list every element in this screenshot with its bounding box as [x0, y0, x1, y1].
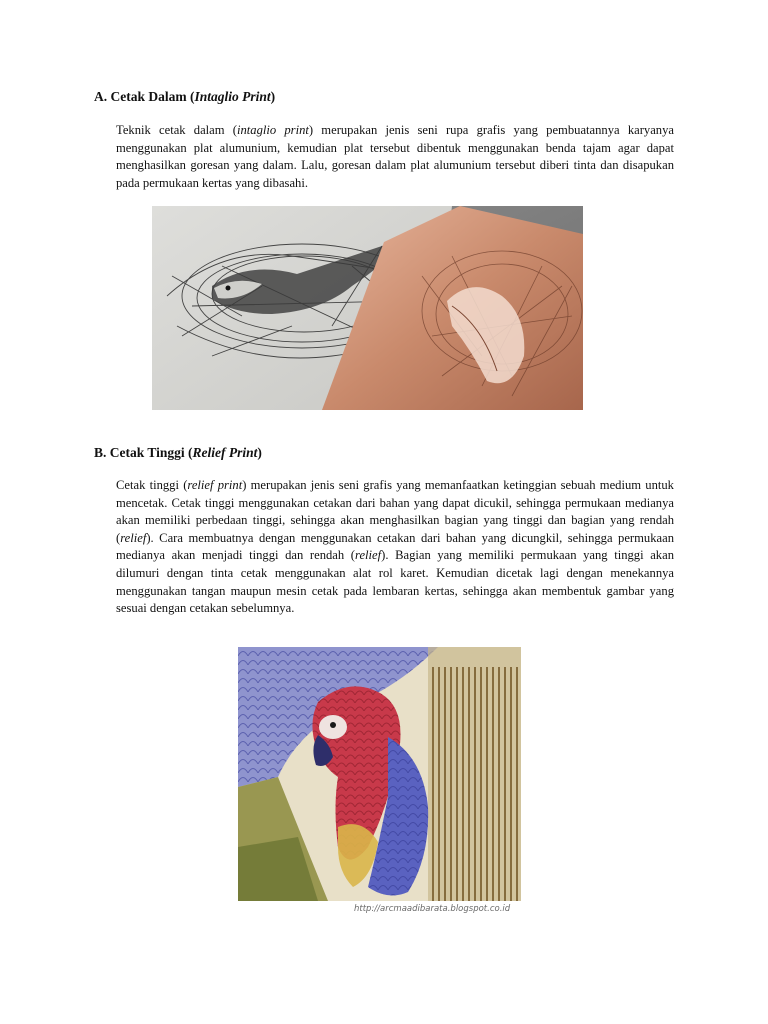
- brown-reeds: [428, 667, 521, 901]
- intaglio-print-illustration: [152, 206, 583, 410]
- section-a-heading-prefix: A. Cetak Dalam (: [94, 89, 195, 104]
- image-source-caption: http://arcmaadibarata.blogspot.co.id: [354, 904, 511, 914]
- section-b-para-italic-1: relief print: [187, 478, 243, 492]
- section-b-heading: [94, 445, 262, 461]
- section-b-para-text-1: Cetak tinggi (: [116, 478, 188, 492]
- relief-print-image: [238, 647, 521, 901]
- section-b-para-text-3: ). Cara membuatnya dengan menggunakan cetakan dari bahan yang dicungkil, sehingga permukaan medianya akan menjadi tinggi dan rendah (: [116, 530, 674, 563]
- section-b-heading-prefix: B. Cetak Tinggi (: [94, 445, 193, 460]
- section-b-heading-italic: Relief Print: [192, 445, 258, 460]
- section-b-heading-suffix: ): [257, 445, 262, 460]
- intaglio-print-image: [152, 206, 583, 410]
- section-a-paragraph: [116, 122, 674, 192]
- section-b-para-italic-3: relief: [355, 548, 382, 563]
- parrot-eye: [330, 722, 336, 728]
- section-b-paragraph: [116, 477, 674, 618]
- section-b-para-text-4: ). Bagian yang memiliki permukaan yang tinggi akan dilumuri dengan tinta cetak menggunakan alat rol karet. Kemudian dicetak lagi dengan menekannya menggunakan tangan maupun mesin cetak pada lembaran kertas, sehingga akan membentuk gambar yang sesuai dengan cetakan sebelumnya.: [116, 548, 674, 616]
- section-a-para-text-2: ) merupakan jenis seni rupa grafis yang pembuatannya karyanya menggunakan plat alumunium, kemudian plat tersebut dibentuk menggunakan benda tajam agar dapat menghasilkan goresan yang dalam. Lalu, goresan dalam plat alumunium tersebut diberi tinta dan disapukan pada permukaan kertas yang dibasahi.: [116, 123, 674, 190]
- section-b-para-italic-2: relief: [120, 530, 147, 545]
- section-b-para-text-2: ) merupakan jenis seni grafis yang memanfaatkan ketinggian sebuah medium untuk mencetak. Cetak tinggi menggunakan cetakan dari bahan yang dapat dicukil, sehingga permukaan medianya akan memiliki perbedaan tinggi, sehingga akan menghasilkan bagian yang tinggi dan bagian yang rendah (: [116, 478, 674, 545]
- section-a-para-italic: intaglio print: [236, 123, 309, 137]
- section-a-heading: [94, 89, 275, 105]
- section-a-heading-suffix: ): [270, 89, 276, 104]
- section-a-para-text-1: Teknik cetak dalam (: [116, 123, 237, 137]
- section-a-heading-italic: Intaglio Print: [194, 89, 271, 104]
- parrot-illustration: [238, 647, 521, 901]
